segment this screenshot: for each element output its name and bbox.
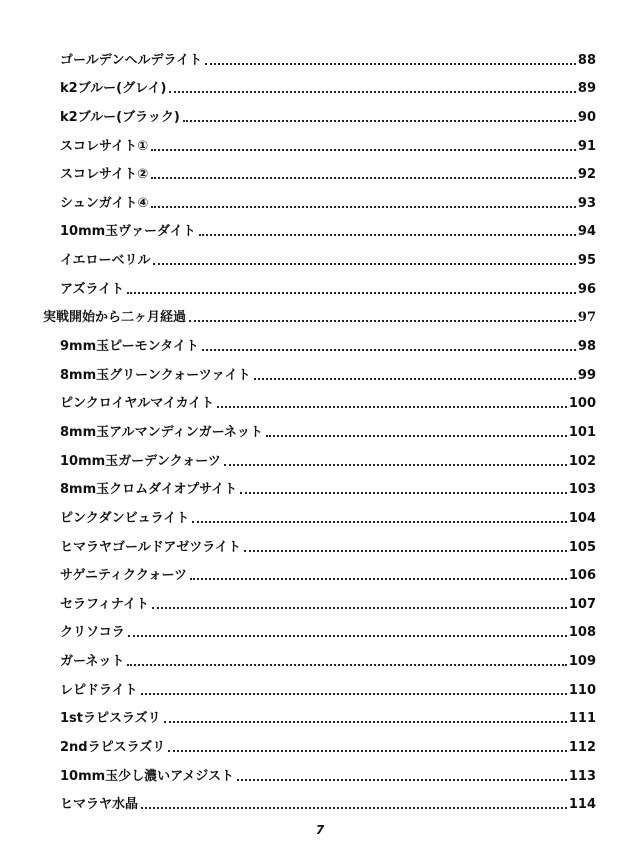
toc-entry-page-number: 108 [568, 625, 596, 641]
toc-entry-page-number: 112 [568, 740, 596, 756]
toc-entry-page-number: 91 [577, 138, 596, 154]
dot-leader [190, 578, 567, 580]
dot-leader [152, 607, 567, 609]
dot-leader [224, 464, 567, 466]
toc-entry-page-number: 94 [577, 224, 596, 240]
toc-entry-page-number: 93 [577, 195, 596, 211]
toc-entry-title: ガーネット [60, 654, 125, 670]
dot-leader [254, 378, 576, 380]
toc-entry-page-number: 114 [568, 797, 596, 813]
dot-leader [205, 63, 576, 65]
toc-entry-title: レピドライト [60, 682, 138, 698]
dot-leader [151, 149, 576, 151]
toc-entry-page-number: 106 [568, 568, 596, 584]
toc-entry [0, 326, 596, 355]
dot-leader [202, 349, 576, 351]
page-number: 7 [315, 823, 325, 837]
dot-leader [183, 120, 576, 122]
toc-entry [0, 183, 596, 212]
toc-entry [0, 556, 596, 585]
toc-entry-title: 8mm玉クロムダイオプサイト [60, 482, 238, 498]
toc-entry [0, 670, 596, 699]
toc-entry-page-number: 103 [568, 482, 596, 498]
toc-entry [0, 412, 596, 441]
toc-entry [0, 269, 596, 298]
toc-entry-title: 10mm玉ガーデンクォーツ [60, 453, 221, 469]
dot-leader [169, 91, 576, 93]
toc-entry-title: スコレサイト② [60, 167, 149, 183]
toc-entry-title: スコレサイト① [60, 138, 149, 154]
dot-leader [153, 263, 575, 265]
dot-leader [141, 807, 567, 809]
toc-entry-title: クリソコラ [60, 625, 125, 641]
toc-entry [0, 641, 596, 670]
toc-entry-title: セラフィナイト [60, 596, 150, 612]
toc-entry-title: サゲニティククォーツ [60, 568, 188, 584]
toc-entry-title: イエローベリル [60, 253, 151, 269]
dot-leader [192, 521, 567, 523]
toc-entry-page-number: 92 [577, 167, 596, 183]
toc-entry-title: 8mm玉グリーンクォーツァイト [60, 367, 251, 383]
toc-entry-title: ヒマラヤゴールドアゼツライト [60, 539, 241, 555]
dot-leader [151, 177, 576, 179]
toc-entry-page-number: 88 [577, 52, 596, 68]
toc-entry [0, 384, 596, 413]
toc-entry-page-number: 111 [568, 711, 596, 727]
toc-entry-title: 2ndラピスラズリ [60, 740, 166, 756]
dot-leader [127, 664, 567, 666]
toc-section-heading [0, 298, 596, 327]
toc-entry [0, 355, 596, 384]
dot-leader [240, 492, 567, 494]
dot-leader [168, 750, 567, 752]
toc-entry-page-number: 102 [568, 453, 596, 469]
toc-entry-title: k2ブルー(ブラック) [60, 109, 180, 125]
toc-entry [0, 126, 596, 155]
dot-leader [151, 206, 576, 208]
toc-entry-title: 8mm玉アルマンディンガーネット [60, 424, 263, 440]
toc-entry-title: アズライト [60, 281, 125, 297]
toc-entry [0, 40, 596, 69]
toc-entry-title: 9mm玉ピーモンタイト [60, 339, 199, 355]
toc-entry [0, 69, 596, 98]
toc-entry-page-number: 98 [577, 339, 596, 355]
dot-leader [164, 721, 567, 723]
dot-leader [266, 435, 567, 437]
toc-entry-title: k2ブルー(グレイ) [60, 81, 167, 97]
toc-entry-page-number: 90 [577, 109, 596, 125]
toc-entry-title: 実戦開始から二ヶ月経過 [43, 310, 187, 326]
toc-entry-page-number: 109 [568, 654, 596, 670]
dot-leader [127, 292, 576, 294]
dot-leader [128, 635, 567, 637]
toc-entry-page-number: 105 [568, 539, 596, 555]
toc-entry [0, 212, 596, 241]
toc-entry-title: ピンクダンビュライト [60, 510, 190, 526]
toc-entry-page-number: 100 [568, 396, 596, 412]
toc-entry [0, 613, 596, 642]
toc-entry [0, 498, 596, 527]
dot-leader [217, 406, 567, 408]
toc-entry-page-number: 97 [577, 310, 596, 326]
toc-entry [0, 470, 596, 499]
toc-entry [0, 584, 596, 613]
dot-leader [199, 234, 576, 236]
toc-entry-title: シュンガイト④ [60, 195, 149, 211]
toc-entry-page-number: 113 [568, 768, 596, 784]
toc-entry [0, 727, 596, 756]
toc-entry [0, 785, 596, 814]
toc-entry-title: 1stラピスラズリ [60, 711, 161, 727]
dot-leader [244, 550, 567, 552]
toc-entry [0, 756, 596, 785]
toc-entry-page-number: 99 [577, 367, 596, 383]
dot-leader [141, 693, 567, 695]
toc-entry [0, 527, 596, 556]
toc-entry-page-number: 101 [568, 424, 596, 440]
toc-entry [0, 155, 596, 184]
toc-entry-title: ピンクロイヤルマイカイト [60, 396, 215, 412]
toc-entry [0, 97, 596, 126]
dot-leader [189, 320, 576, 322]
dot-leader [237, 779, 567, 781]
toc-entry-page-number: 89 [577, 81, 596, 97]
toc-entry-page-number: 110 [568, 682, 596, 698]
toc-entry [0, 699, 596, 728]
toc-entry [0, 441, 596, 470]
toc-entry [0, 240, 596, 269]
toc-entry-page-number: 95 [577, 253, 596, 269]
toc-entry-page-number: 104 [568, 510, 596, 526]
toc-entry-title: ヒマラヤ水晶 [60, 797, 139, 813]
toc-entry-title: 10mm玉ヴァーダイト [60, 224, 196, 240]
table-of-contents [0, 40, 640, 813]
toc-entry-page-number: 96 [577, 281, 596, 297]
toc-entry-title: ゴールデンヘルデライト [60, 52, 203, 68]
toc-entry-title: 10mm玉少し濃いアメジスト [60, 768, 235, 784]
toc-entry-page-number: 107 [568, 596, 596, 612]
